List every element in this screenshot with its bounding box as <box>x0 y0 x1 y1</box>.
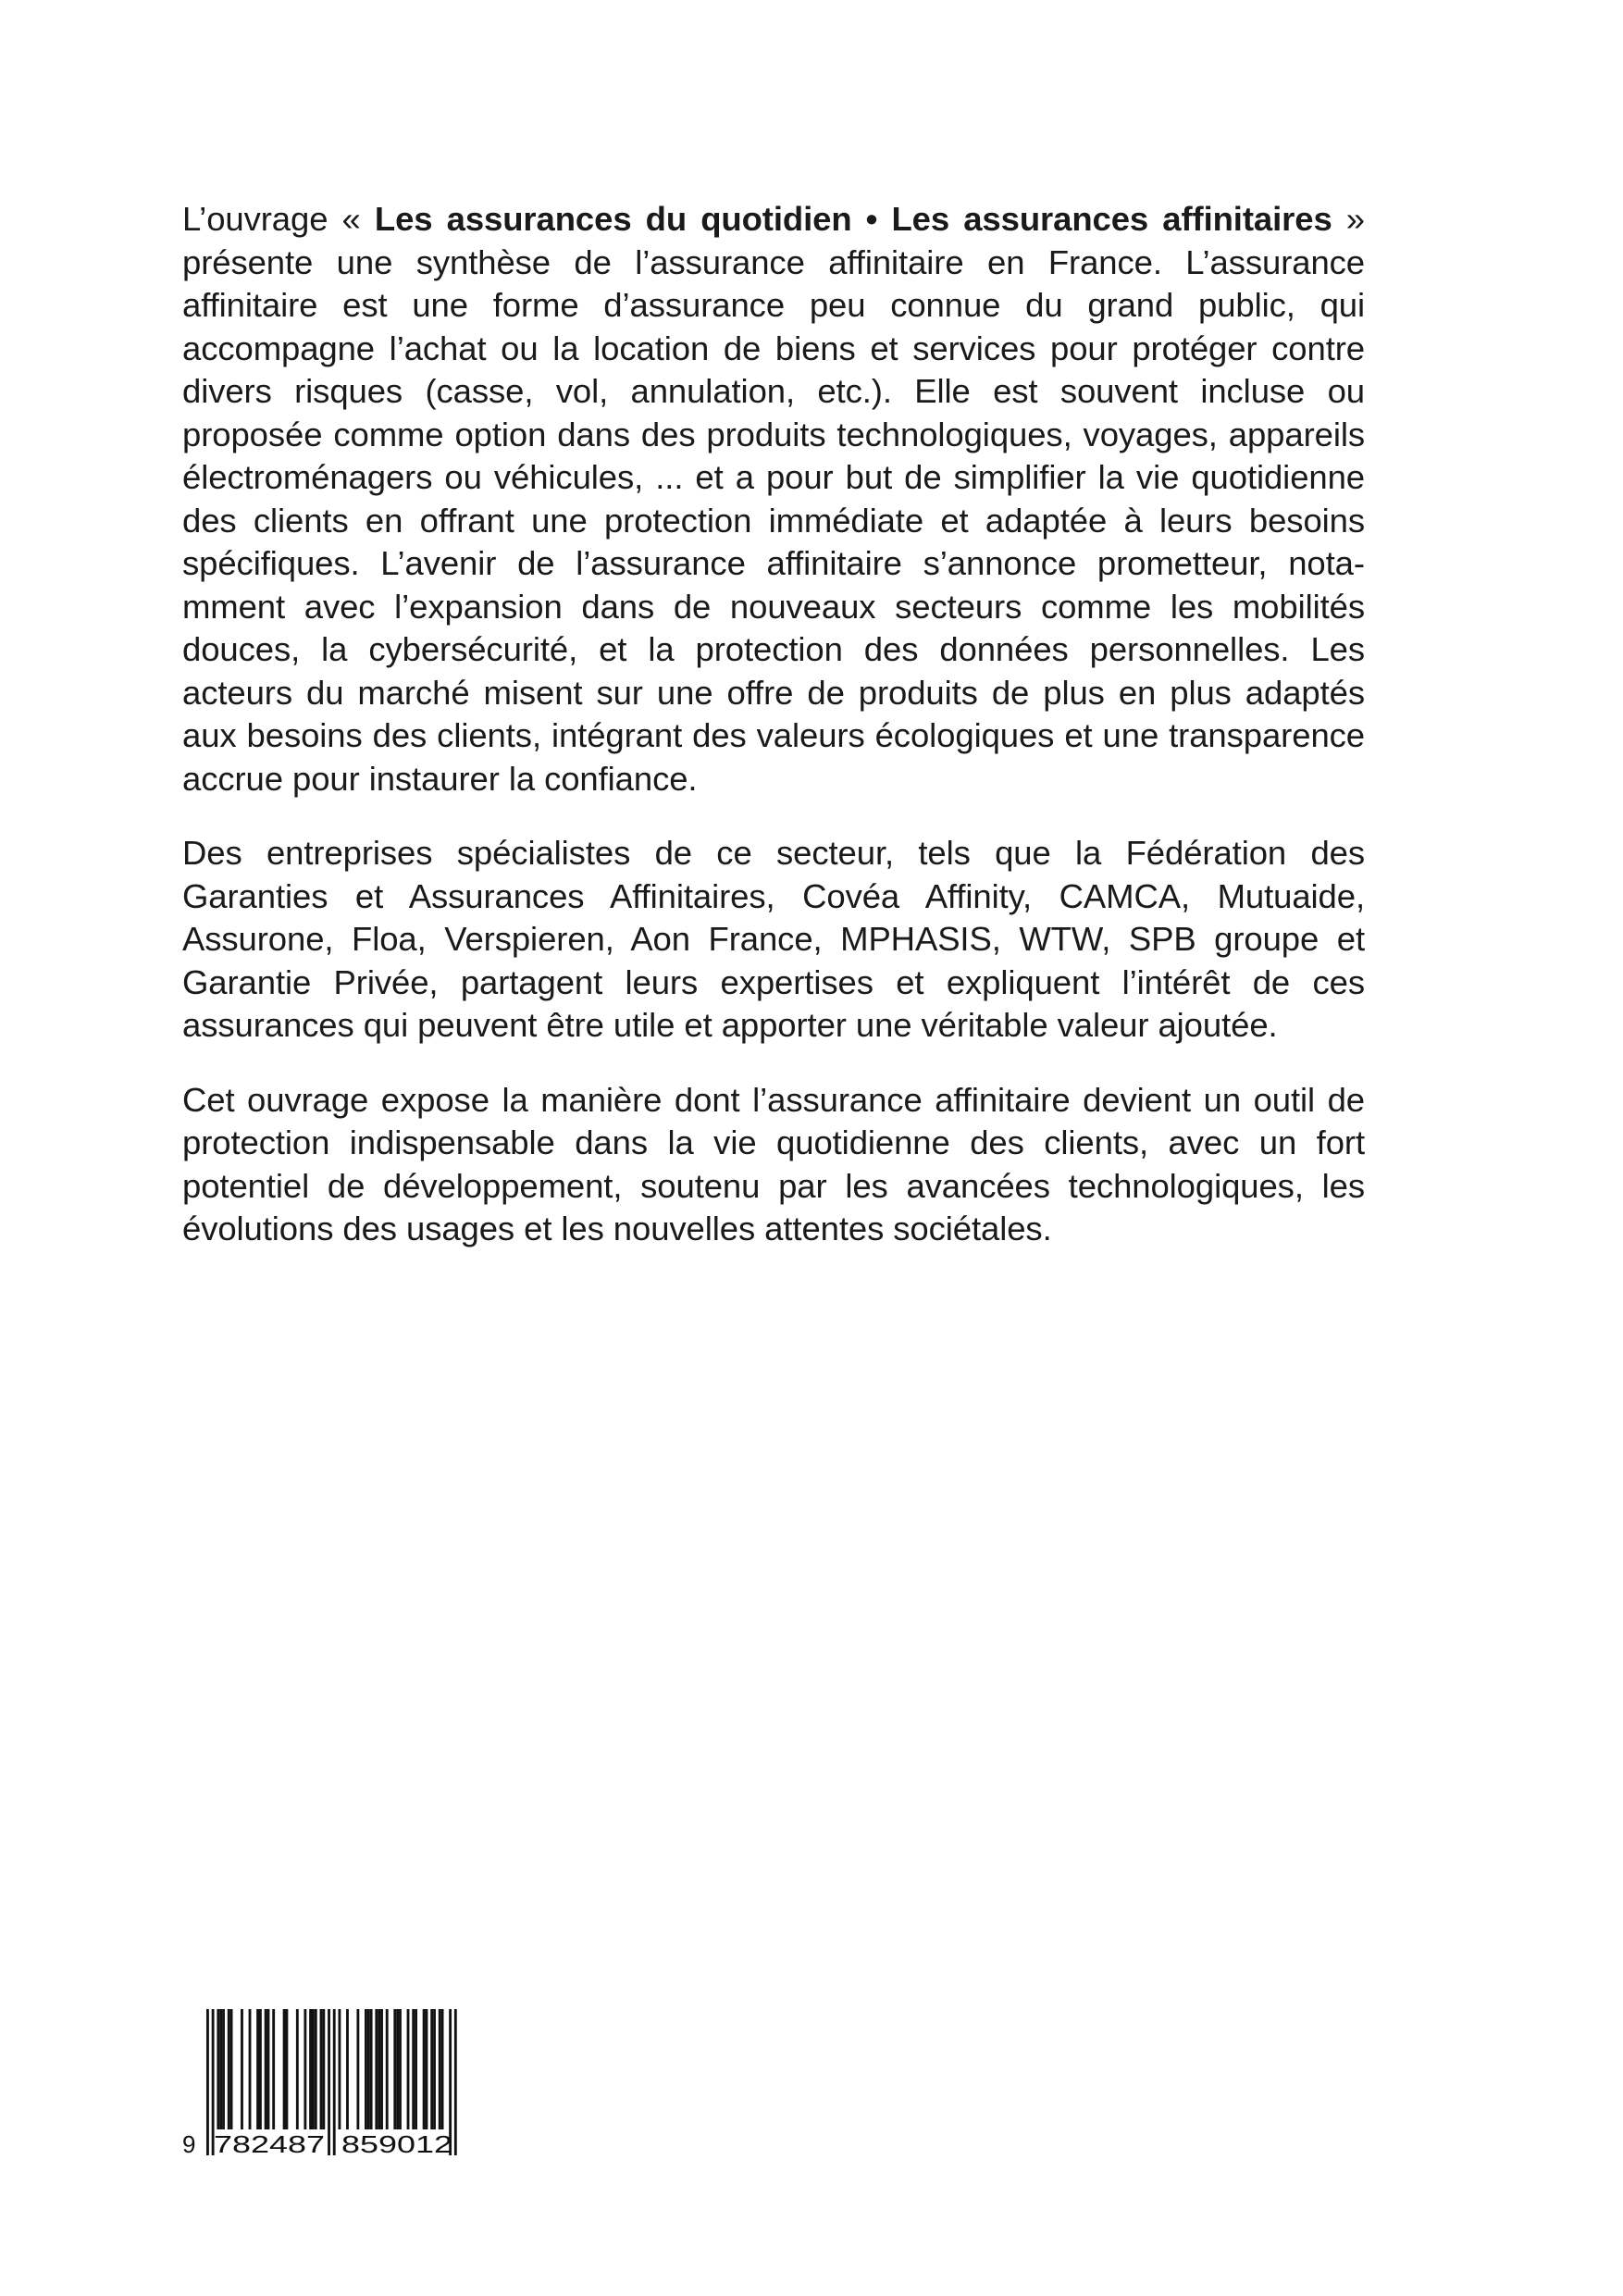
barcode-bar <box>312 2009 315 2129</box>
barcode-bar <box>272 2009 275 2129</box>
barcode-bar <box>259 2009 262 2129</box>
barcode-bar <box>322 2009 325 2129</box>
barcode-bar <box>241 2009 243 2129</box>
barcode-bar <box>315 2009 317 2129</box>
barcode-guard-bar <box>454 2009 457 2155</box>
barcode-bar <box>256 2009 259 2129</box>
barcode-bar <box>309 2009 312 2129</box>
barcode-left-digits: 782487 <box>214 2130 325 2157</box>
barcode-bar <box>407 2009 410 2129</box>
barcode-bar <box>249 2009 252 2129</box>
barcode-bar <box>219 2009 222 2129</box>
isbn-barcode <box>182 2009 488 2157</box>
barcode-bar <box>378 2009 380 2129</box>
barcode-bar <box>430 2009 433 2129</box>
barcode-bar <box>441 2009 444 2129</box>
barcode-bar <box>439 2009 441 2129</box>
barcode-bar <box>367 2009 370 2129</box>
barcode-guard-bar <box>333 2009 336 2155</box>
barcode-bar <box>320 2009 323 2129</box>
barcode-bar <box>433 2009 436 2129</box>
barcode-lead-digit: 9 <box>182 2130 196 2157</box>
back-cover-text <box>182 198 1365 1283</box>
barcode-bar <box>412 2009 415 2129</box>
barcode-bar <box>283 2009 286 2129</box>
barcode-right-digits: 859012 <box>341 2130 452 2157</box>
barcode-bar <box>393 2009 396 2129</box>
intro-lead: L’ouvrage « <box>182 200 375 238</box>
barcode-bar <box>230 2009 233 2129</box>
barcode-bar <box>228 2009 230 2129</box>
barcode-bar <box>380 2009 383 2129</box>
barcode-bar <box>356 2009 359 2129</box>
intro-paragraph <box>182 198 1365 800</box>
barcode-bar <box>286 2009 289 2129</box>
barcode-bar <box>386 2009 389 2129</box>
companies-paragraph: Des entreprises spécialistes de ce secteur, tels que la Fédération des Garanties et Assurances Affinitaires, Covéa Affinity, CAMCA, Mutuaide, Assurone, Floa, Verspieren, Aon France, MPHASIS, WTW, SPB groupe et Garantie Privée, partagent leurs expertises et expliquent l’intérêt de ces assurances qui peuvent être utile et apporter une véritable valeur ajoutée. <box>182 834 1365 1044</box>
barcode-bar <box>375 2009 378 2129</box>
barcode-bar <box>423 2009 426 2129</box>
barcode-bar <box>396 2009 399 2129</box>
barcode-bar <box>346 2009 349 2129</box>
barcode-bar <box>370 2009 373 2129</box>
barcode-bar <box>415 2009 417 2129</box>
book-title: Les assurances du quotidien • Les assurances affinitaires <box>374 200 1332 238</box>
barcode-bar <box>304 2009 306 2129</box>
barcode-bar <box>267 2009 270 2129</box>
barcode-bar <box>296 2009 299 2129</box>
barcode-bar <box>217 2009 219 2129</box>
barcode-bar <box>339 2009 341 2129</box>
barcode-guard-bar <box>206 2009 209 2155</box>
barcode-bar <box>265 2009 267 2129</box>
barcode-bar <box>365 2009 367 2129</box>
barcode-bar <box>426 2009 428 2129</box>
barcode-guard-bar <box>328 2009 330 2155</box>
barcode-bar <box>222 2009 225 2129</box>
barcode-bar <box>399 2009 402 2129</box>
intro-body: » présente une synthèse de l’assurance affinitaire en France. L’assurance affinitaire est une forme d’assurance peu connue du grand public, qui accompagne l’achat ou la location de biens et services pour protéger contre divers risques (casse, vol, annulation, etc.). Elle est souvent incluse ou proposée comme option dans des produits technologiques, voyages, appareils électroménagers ou véhicules, ... et a pour but de simplifier la vie quotidienne des clients en offrant une protection immédiate et adaptée à leurs besoins spécifiques. L’avenir de l’assurance affinitaire s’annonce prometteur, notamment avec l’expansion dans de nouveaux secteurs comme les mobilités douces, la cybersécurité, et la protection des données personnelles. Les acteurs du marché misent sur une offre de produits de plus en plus adaptés aux besoins des clients, intégrant des valeurs écologiques et une transparence accrue pour instaurer la confiance. <box>182 200 1365 798</box>
conclusion-paragraph: Cet ouvrage expose la manière dont l’assurance affinitaire devient un outil de protection indispensable dans la vie quotidienne des clients, avec un fort potentiel de développement, soutenu par les avancées technologiques, les évolutions des usages et les nouvelles attentes sociétales. <box>182 1080 1365 1247</box>
